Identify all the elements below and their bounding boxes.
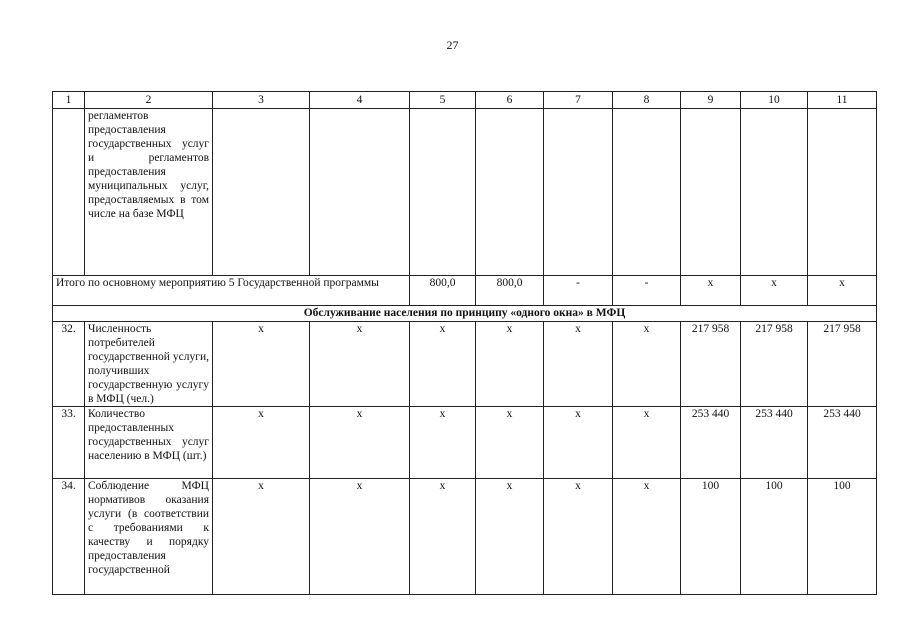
table-cell: 217 958 <box>681 322 741 407</box>
section-row <box>53 306 877 322</box>
table-cell: 217 958 <box>741 322 808 407</box>
table-cell: x <box>613 479 681 595</box>
table-cell <box>213 109 310 276</box>
column-header: 9 <box>681 92 741 109</box>
section-title: Обслуживание населения по принципу «одного окна» в МФЦ <box>53 306 877 322</box>
row-number: 33. <box>53 407 85 479</box>
table-cell: x <box>476 479 544 595</box>
row-number: 34. <box>53 479 85 595</box>
page-number: 27 <box>446 38 459 52</box>
column-header: 6 <box>476 92 544 109</box>
table-cell: x <box>544 479 613 595</box>
table-cell: x <box>310 407 410 479</box>
table-row <box>53 407 877 479</box>
table-cell: x <box>410 407 476 479</box>
row-number: 32. <box>53 322 85 407</box>
table-cell: x <box>410 322 476 407</box>
total-cell: 800,0 <box>476 276 544 306</box>
total-label: Итого по основному мероприятию 5 Государственной программы <box>53 276 410 306</box>
table-cell <box>681 109 741 276</box>
row-indicator-name: регламентов предоставления государственных услуг и регламентов предоставления муниципальных услуг, предоставляемых в том числе на базе МФЦ <box>85 109 213 276</box>
table-cell: 217 958 <box>808 322 877 407</box>
row-indicator-name: Соблюдение МФЦ нормативов оказания услуги (в соответствии с требованиями к качеству и порядку предоставления государственной <box>85 479 213 595</box>
row-indicator-name: Количество предоставленных государственных услуг населению в МФЦ (шт.) <box>85 407 213 479</box>
table-row <box>53 479 877 595</box>
table-cell: 253 440 <box>808 407 877 479</box>
column-header: 1 <box>53 92 85 109</box>
column-header: 3 <box>213 92 310 109</box>
table-cell: x <box>544 322 613 407</box>
column-header: 11 <box>808 92 877 109</box>
table-cell: 253 440 <box>681 407 741 479</box>
table-row <box>53 109 877 276</box>
table-row <box>53 322 877 407</box>
column-header: 7 <box>544 92 613 109</box>
column-header: 5 <box>410 92 476 109</box>
table-cell: x <box>613 407 681 479</box>
table-cell: x <box>213 479 310 595</box>
table-cell: 100 <box>681 479 741 595</box>
table-cell: 100 <box>808 479 877 595</box>
table-cell <box>613 109 681 276</box>
table-cell <box>476 109 544 276</box>
total-cell: 800,0 <box>410 276 476 306</box>
table-cell: x <box>613 322 681 407</box>
column-header: 2 <box>85 92 213 109</box>
table-cell: x <box>310 322 410 407</box>
column-header: 10 <box>741 92 808 109</box>
row-indicator-name: Численность потребителей государственной услуги, получивших государственную услугу в МФЦ (чел.) <box>85 322 213 407</box>
table-cell: x <box>213 407 310 479</box>
table-cell: x <box>476 407 544 479</box>
table-cell: 100 <box>741 479 808 595</box>
table-cell <box>410 109 476 276</box>
row-number <box>53 109 85 276</box>
table-cell: 253 440 <box>741 407 808 479</box>
table-cell <box>808 109 877 276</box>
table-cell <box>544 109 613 276</box>
total-cell: x <box>741 276 808 306</box>
total-cell: - <box>613 276 681 306</box>
column-numbers-row <box>53 92 877 109</box>
table-cell: x <box>544 407 613 479</box>
total-cell: - <box>544 276 613 306</box>
total-row <box>53 276 877 306</box>
table-cell: x <box>476 322 544 407</box>
table-cell: x <box>213 322 310 407</box>
table-cell: x <box>310 479 410 595</box>
column-header: 4 <box>310 92 410 109</box>
total-cell: x <box>808 276 877 306</box>
total-cell: x <box>681 276 741 306</box>
program-table <box>52 91 877 595</box>
table-cell: x <box>410 479 476 595</box>
table-cell <box>741 109 808 276</box>
column-header: 8 <box>613 92 681 109</box>
table-cell <box>310 109 410 276</box>
